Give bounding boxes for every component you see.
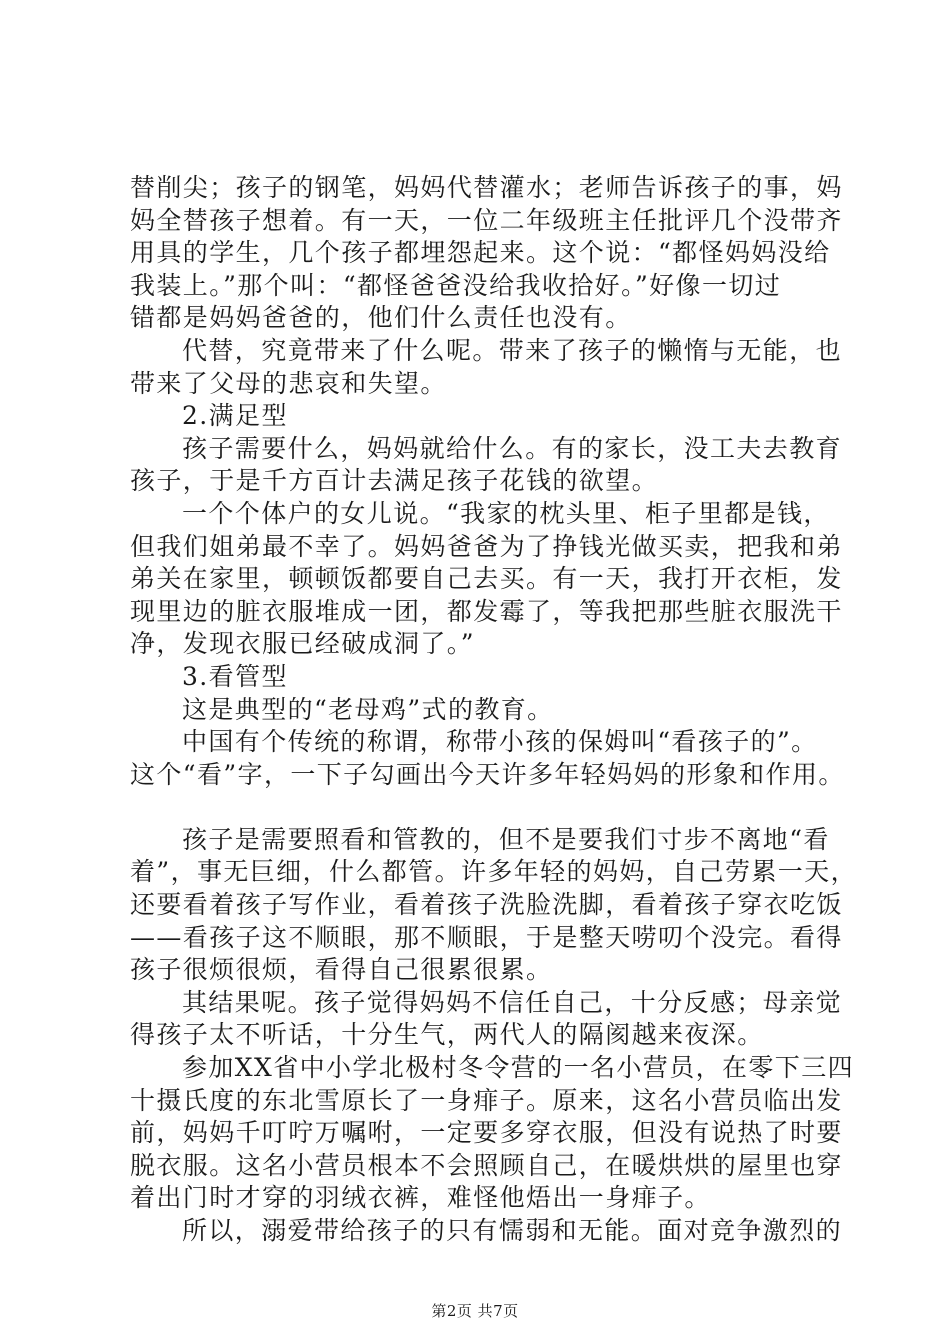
text-line: 所以，溺爱带给孩子的只有懦弱和无能。面对竞争激烈的 [182,1216,843,1245]
text-line: 孩子需要什么，妈妈就给什么。有的家长，没工夫去教育 [182,433,843,463]
text-line: 带来了父母的悲哀和失望。 [130,368,447,398]
text-line: ——看孩子这不顺眼，那不顺眼，于是整天唠叨个没完。看得 [130,922,843,952]
text-line: 一个个体户的女儿说。“我家的枕头里、柜子里都是钱， [182,498,830,528]
text-line: 中国有个传统的称谓，称带小孩的保姆叫“看孩子的”。 [182,727,818,757]
text-line: 但我们姐弟最不幸了。妈妈爸爸为了挣钱光做买卖，把我和弟 [130,531,843,561]
text-line: 2.满足型 [182,401,288,431]
text-line: 这个“看”字，一下子勾画出今天许多年轻妈妈的形象和作用。 [130,759,845,789]
text-line: 错都是妈妈爸爸的，他们什么责任也没有。 [130,303,632,333]
text-line: 脱衣服。这名小营员根本不会照顾自己，在暖烘烘的屋里也穿 [130,1150,843,1180]
text-line: 孩子，于是千方百计去满足孩子花钱的欲望。 [130,466,659,496]
text-line: 着出门时才穿的羽绒衣裤，难怪他焐出一身痱子。 [130,1183,711,1213]
text-line: 替削尖；孩子的钢笔，妈妈代替灌水；老师告诉孩子的事，妈 [130,173,843,202]
text-line: 3.看管型 [182,661,288,691]
text-line: 其结果呢。孩子觉得妈妈不信任自己，十分反感；母亲觉 [182,987,843,1017]
document-body [130,172,857,1248]
text-line: 用具的学生，几个孩子都埋怨起来。这个说：“都怪妈妈没给 [130,238,831,268]
blank-line [130,791,830,824]
text-line: 我装上。”那个叫：“都怪爸爸没给我收拾好。”好像一切过 [130,270,782,300]
text-line: 妈全替孩子想着。有一天，一位二年级班主任批评几个没带齐 [130,205,843,235]
text-line: 弟关在家里，顿顿饭都要自己去买。有一天，我打开衣柜，发 [130,564,843,594]
text-line: 现里边的脏衣服堆成一团，都发霉了，等我把那些脏衣服洗干 [130,596,843,626]
text-line: 代替，究竟带来了什么呢。带来了孩子的懒惰与无能，也 [182,335,843,365]
text-line: 得孩子太不听话，十分生气，两代人的隔阂越来夜深。 [130,1020,764,1050]
text-line: 十摄氏度的东北雪原长了一身痱子。原来，这名小营员临出发 [130,1085,843,1115]
text-line: 前，妈妈千叮咛万嘱咐，一定要多穿衣服，但没有说热了时要 [130,1118,843,1148]
text-line: 孩子很烦很烦，看得自己很累很累。 [130,955,553,985]
text-line: 这是典型的“老母鸡”式的教育。 [182,694,554,724]
text-line: 着”，事无巨细，什么都管。许多年轻的妈妈，自己劳累一天， [130,857,857,887]
text-line: 还要看着孩子写作业，看着孩子洗脸洗脚，看着孩子穿衣吃饭 [130,890,843,920]
text-line: 净，发现衣服已经破成洞了。” [130,629,475,659]
text-line: 孩子是需要照看和管教的，但不是要我们寸步不离地“看 [182,824,830,854]
page-footer: 第2页 共7页 [431,1302,519,1320]
text-line: 参加XX省中小学北极村冬令营的一名小营员，在零下三四 [182,1053,854,1083]
